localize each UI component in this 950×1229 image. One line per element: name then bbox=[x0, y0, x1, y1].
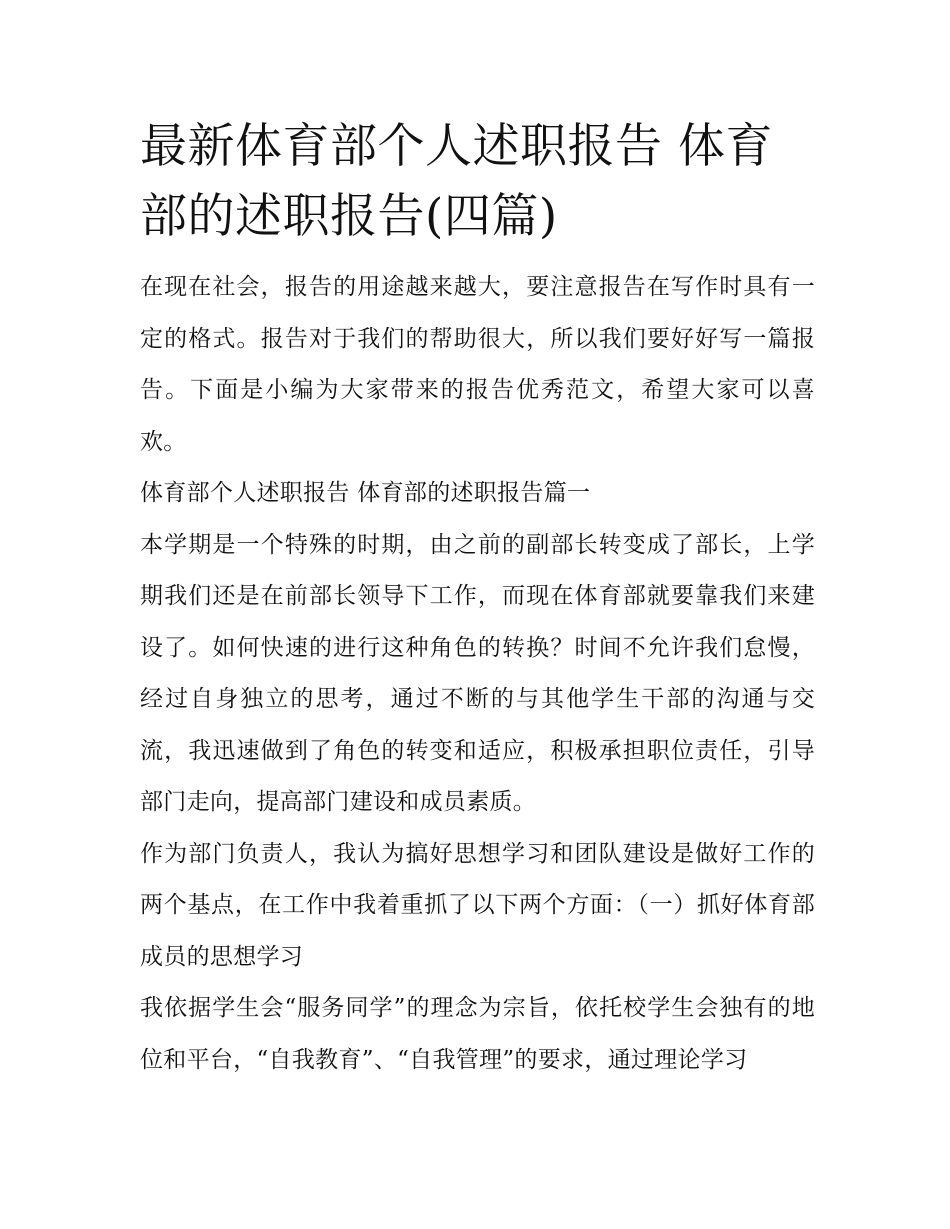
body-paragraph: 本学期是一个特殊的时期，由之前的副部长转变成了部长，上学期我们还是在前部长领导下工作，而现在体育部就要靠我们来建设了。如何快速的进行这种角色的转换？时间不允许我们怠慢，经过自身独立的思考，通过不断的与其他学生干部的沟通与交流，我迅速做到了角色的转变和适应，积极承担职位责任，引导部门走向，提高部门建设和成员素质。 bbox=[140, 531, 815, 815]
body-paragraph: 我依据学生会“服务同学”的理念为宗旨，依托校学生会独有的地位和平台，“自我教育”、“自我管理”的要求，通过理论学习 bbox=[140, 995, 815, 1073]
document-page bbox=[140, 112, 815, 1086]
section-heading: 体育部个人述职报告 体育部的述职报告篇一 bbox=[140, 480, 591, 506]
body-paragraph: 作为部门负责人，我认为搞好思想学习和团队建设是做好工作的两个基点，在工作中我着重抓了以下两个方面：（一）抓好体育部成员的思想学习 bbox=[140, 840, 815, 970]
intro-paragraph: 在现在社会，报告的用途越来越大，要注意报告在写作时具有一定的格式。报告对于我们的帮助很大，所以我们要好好写一篇报告。下面是小编为大家带来的报告优秀范文，希望大家可以喜欢。 bbox=[140, 274, 815, 455]
document-title: 最新体育部个人述职报告 体育部的述职报告(四篇) bbox=[140, 119, 773, 244]
